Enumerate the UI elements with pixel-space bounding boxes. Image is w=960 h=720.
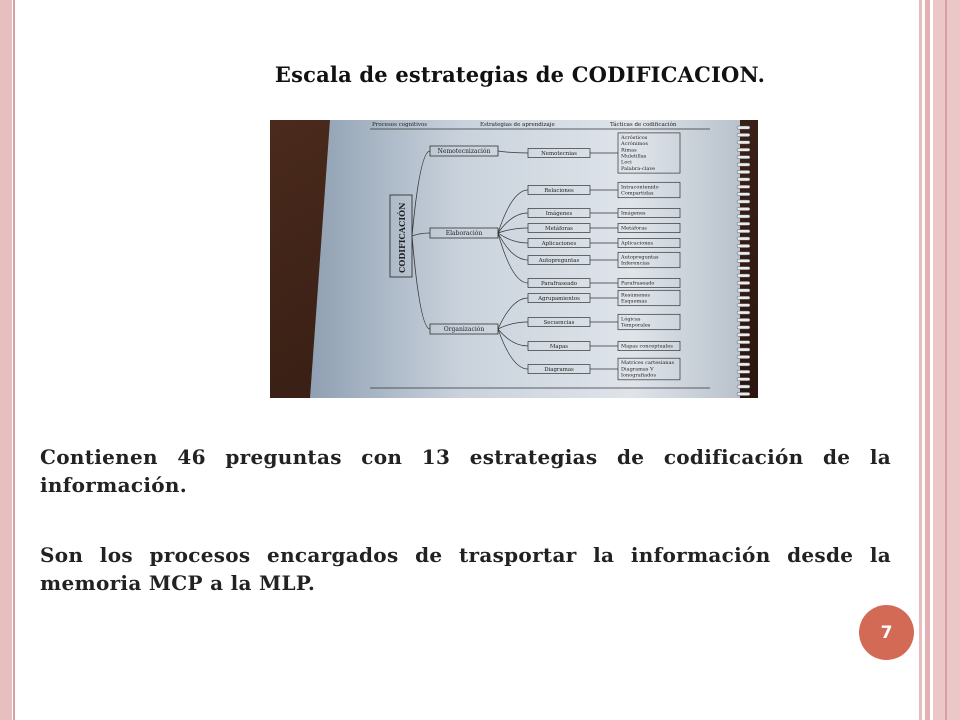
spiral-ring: [737, 378, 750, 381]
tactic-label: Esquemas: [621, 298, 647, 305]
spiral-ring: [737, 185, 750, 188]
strategy-label: Imágenes: [545, 211, 573, 217]
tactic-label: Metáforas: [621, 225, 647, 232]
spiral-ring: [737, 304, 750, 307]
diagram-photo: [270, 120, 758, 398]
paragraph-questions: Contienen 46 preguntas con 13 estrategias de codificación de la información.: [40, 445, 891, 497]
spiral-ring: [737, 230, 750, 233]
tactic-label: Loci: [621, 159, 632, 166]
tactic-label: Rimas: [621, 147, 637, 154]
spiral-ring: [737, 274, 750, 277]
tactic-label: Compartidas: [621, 190, 654, 197]
strategy-label: Aplicaciones: [541, 241, 577, 247]
tactic-label: Intracontenido: [621, 184, 659, 191]
spiral-ring: [737, 170, 750, 173]
spiral-ring: [737, 296, 750, 299]
spiral-ring: [737, 148, 750, 151]
paragraph-processes: Son los procesos encargados de trasportar la información desde la memoria MCP a la MLP.: [40, 543, 891, 595]
page-number: 7: [880, 622, 893, 643]
header-col-3: Tácticas de codificación: [610, 122, 677, 128]
tactic-label: Parafraseado: [621, 280, 655, 287]
strategy-label: Parafraseado: [540, 281, 578, 287]
page-number-badge: [859, 605, 914, 660]
tactic-label: Acrónimos: [621, 141, 648, 148]
right-frame-band: [925, 0, 930, 720]
branch-label: Elaboración: [445, 230, 483, 237]
spiral-ring: [737, 333, 750, 336]
spiral-ring: [737, 207, 750, 210]
header-col-1: Procesos cognitivos: [372, 122, 428, 128]
tactic-label: Acrósticos: [621, 134, 648, 141]
spiral-ring: [737, 215, 750, 218]
spiral-ring: [737, 363, 750, 366]
left-frame-line: [13, 0, 15, 720]
diagram-photo-svg: [270, 120, 758, 398]
spiral-binding: [737, 126, 750, 396]
spiral-ring: [737, 355, 750, 358]
tactic-label: Imágenes: [621, 210, 646, 217]
spiral-ring: [737, 193, 750, 196]
spiral-ring: [737, 244, 750, 247]
spiral-ring: [737, 200, 750, 203]
tactic-label: Resúmenes: [621, 292, 650, 299]
tactic-label: Palabra-clave: [621, 165, 656, 172]
spiral-ring: [737, 326, 750, 329]
spiral-ring: [737, 222, 750, 225]
spiral-ring: [737, 281, 750, 284]
tactic-label: Muletillas: [621, 153, 647, 160]
spiral-ring: [737, 318, 750, 321]
spiral-ring: [737, 141, 750, 144]
strategy-label: Secuencias: [543, 320, 575, 326]
right-frame-band: [919, 0, 922, 720]
spiral-ring: [737, 178, 750, 181]
tactic-label: Matrices cartesianas: [621, 360, 675, 367]
tactic-label: Mapas conceptuales: [621, 343, 673, 350]
right-frame-line: [945, 0, 947, 720]
tactic-label: Lógicas: [621, 316, 641, 323]
spiral-ring: [737, 341, 750, 344]
spiral-ring: [737, 385, 750, 388]
strategy-label: Nemotecnias: [541, 151, 577, 157]
tactic-label: Diagramas V: [621, 366, 654, 373]
strategy-label: Metáforas: [545, 226, 573, 232]
spiral-ring: [737, 267, 750, 270]
strategy-label: Relaciones: [544, 188, 574, 194]
spiral-ring: [737, 259, 750, 262]
spiral-ring: [737, 311, 750, 314]
spiral-ring: [737, 237, 750, 240]
spiral-ring: [737, 252, 750, 255]
tactic-label: Aplicaciones: [621, 240, 653, 247]
spiral-ring: [737, 348, 750, 351]
tactic-label: Autopreguntas: [621, 254, 659, 261]
strategy-label: Mapas: [549, 344, 569, 350]
spiral-ring: [737, 370, 750, 373]
branch-label: Nemotecnización: [437, 148, 491, 155]
spiral-ring: [737, 163, 750, 166]
slide-title: Escala de estrategias de CODIFICACION.: [274, 62, 766, 87]
spiral-ring: [737, 156, 750, 159]
book-page: [310, 120, 740, 398]
tactic-label: Temporales: [621, 322, 651, 329]
strategy-label: Autopreguntas: [538, 258, 580, 264]
spiral-ring: [737, 126, 750, 129]
spiral-ring: [737, 392, 750, 395]
header-col-2: Estrategias de aprendizaje: [480, 122, 555, 128]
tactic-label: Ionografiados: [621, 372, 656, 379]
branch-label: Organización: [443, 326, 485, 333]
strategy-label: Diagramas: [544, 367, 574, 373]
tactic-label: Inferencias: [621, 260, 650, 267]
strategy-label: Agrupamientos: [538, 296, 580, 302]
root-label: CODIFICACIÓN: [397, 202, 407, 273]
spiral-ring: [737, 289, 750, 292]
spiral-ring: [737, 133, 750, 136]
left-frame-band: [0, 0, 12, 720]
